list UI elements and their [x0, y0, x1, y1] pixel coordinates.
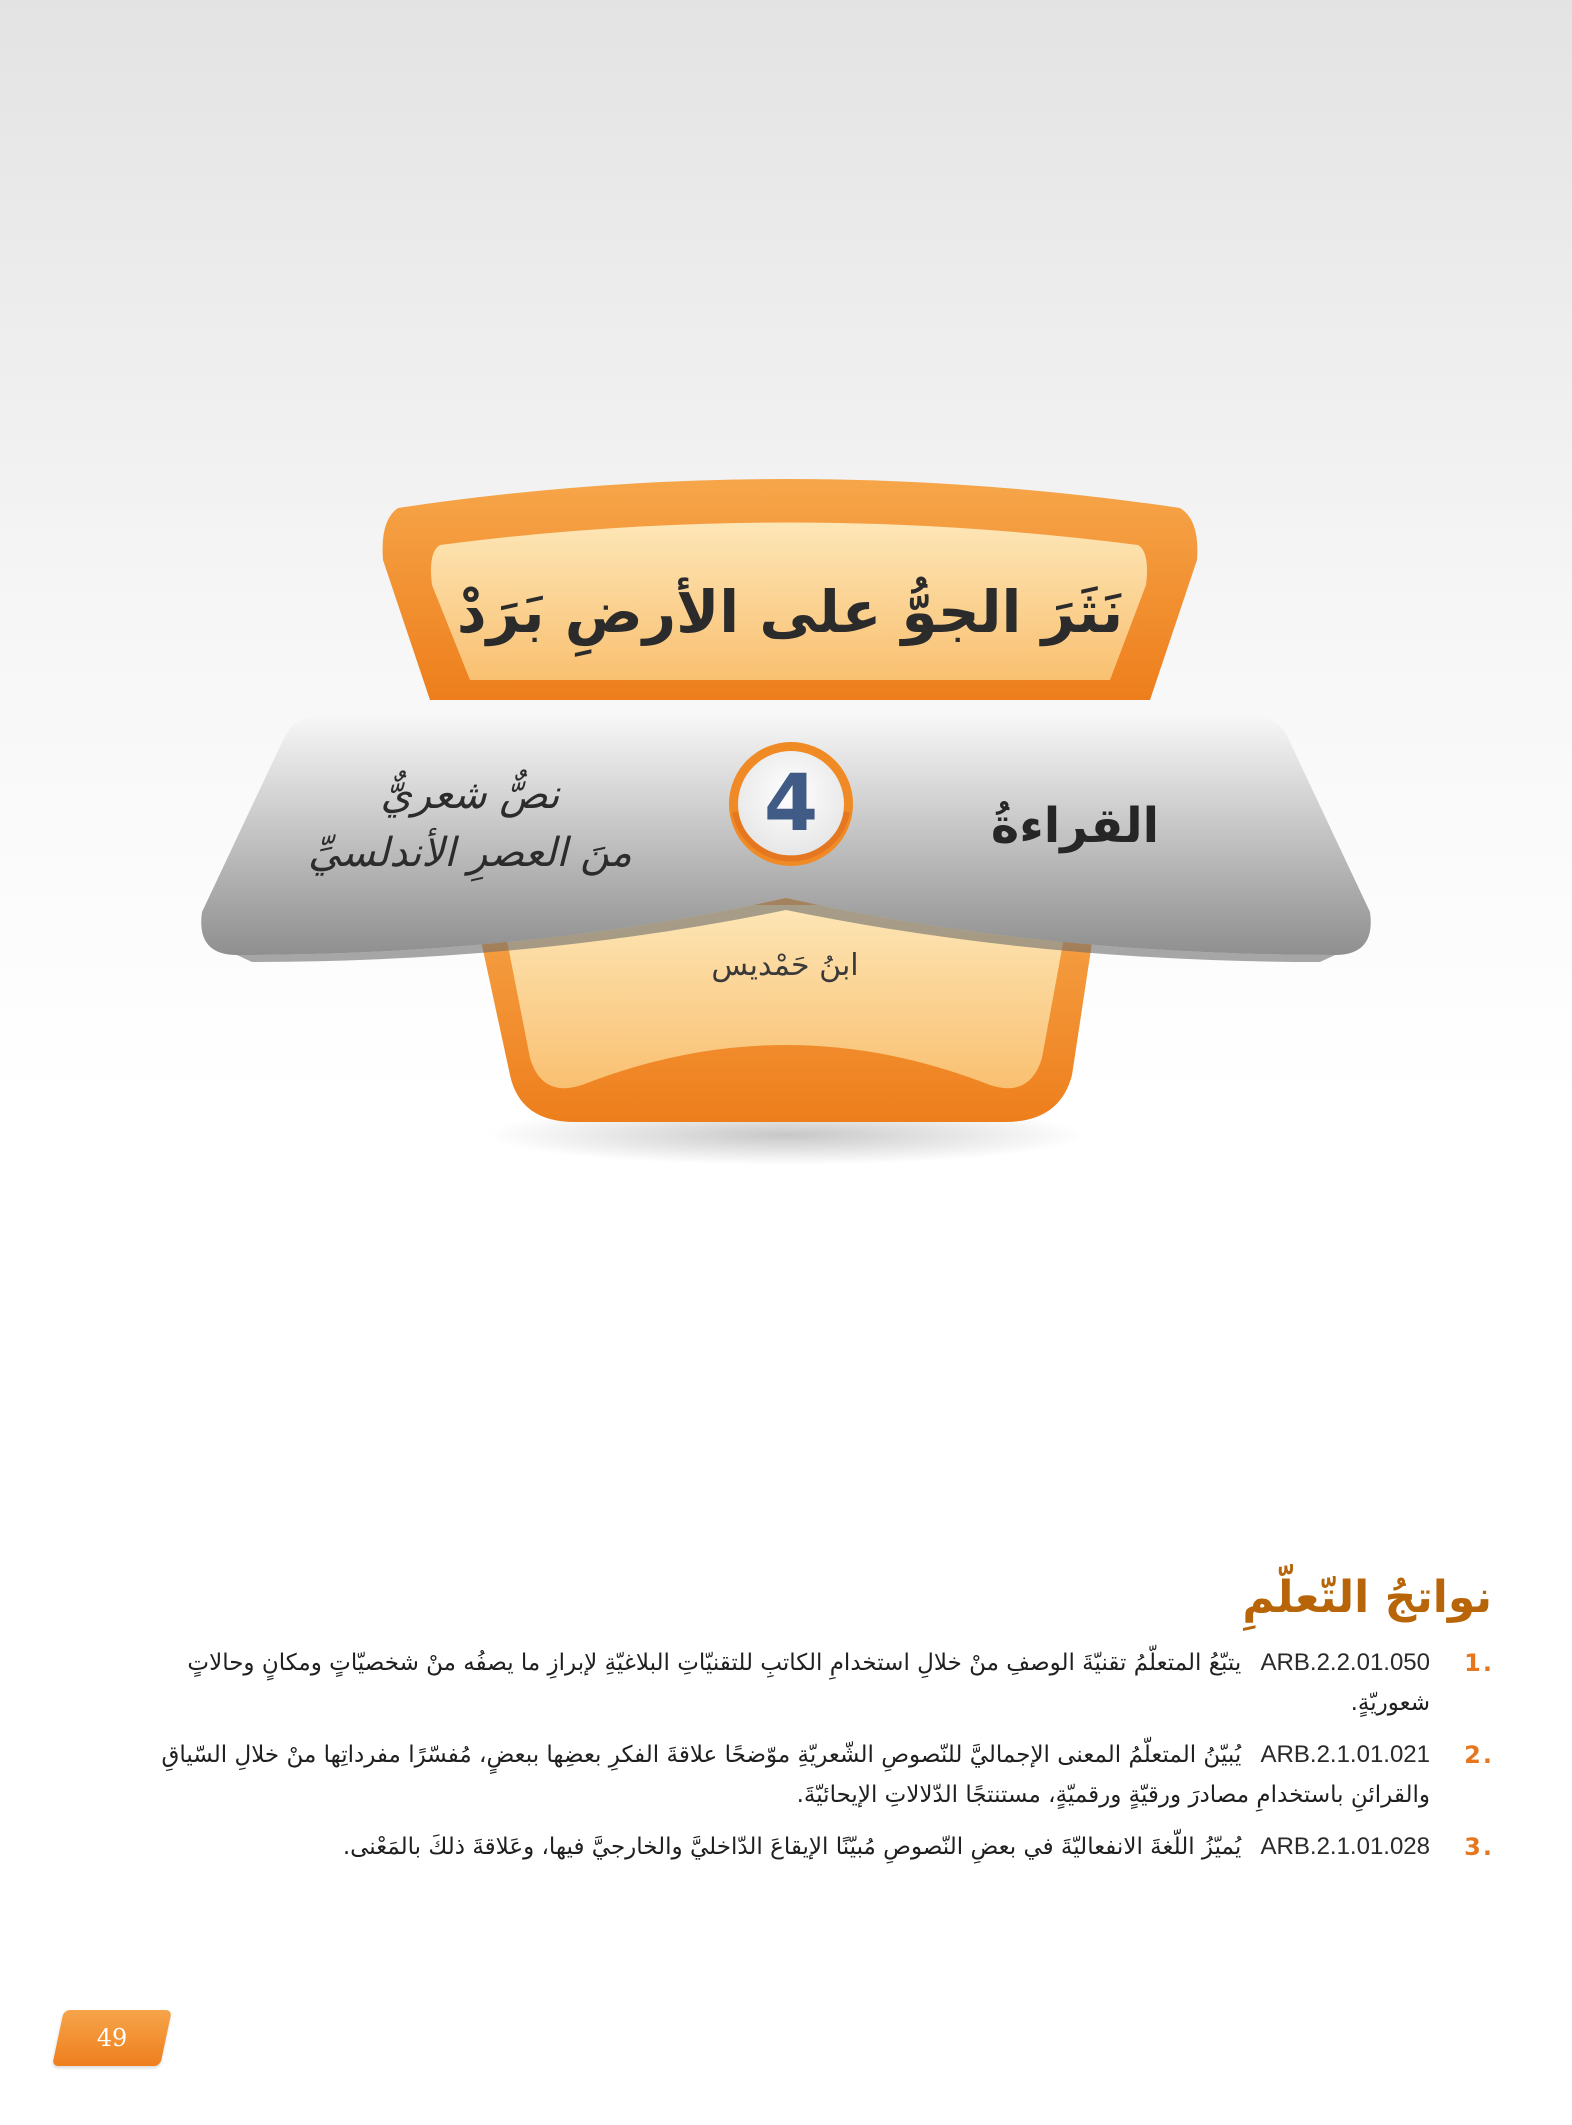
outcome-number: 1. — [1464, 1649, 1492, 1677]
outcome-code: ARB.2.1.01.021 — [1260, 1741, 1430, 1768]
outcome-item — [110, 1735, 1492, 1815]
outcome-number: 2. — [1464, 1741, 1492, 1769]
outcome-description: يتبّعُ المتعلّمُ تقنيّةَ الوصفِ منْ خلالِ استخدامِ الكاتبِ للتقنيّاتِ البلاغيّةِ لإبرازِ ما يصفُه منْ شخصيّاتٍ ومكانٍ وحالاتٍ شعوريّةٍ. — [187, 1650, 1430, 1716]
outcome-text — [110, 1643, 1430, 1723]
outcome-number: 3. — [1464, 1833, 1492, 1861]
outcome-item — [110, 1827, 1492, 1867]
text-type-subtitle — [260, 766, 680, 882]
learning-outcomes — [110, 1572, 1492, 1879]
page-number: 49 — [96, 2024, 128, 2052]
outcome-description: يُبيّنُ المتعلّمُ المعنى الإجماليَّ للنّصوصِ الشّعريّةِ موّضحًا علاقةَ الفكرِ بعضِها ببعضٍ، مُفسّرًا مفرداتِها منْ خلالِ السّياقِ والقرائنِ باستخدامِ مصادرَ ورقيّةٍ ورقميّةٍ، مستنتجًا الدّلالاتِ الإيحائيّةَ. — [161, 1742, 1430, 1808]
outcome-description: يُميّزُ اللّغةَ الانفعاليّةَ في بعضِ النّصوصِ مُبيّنًا الإيقاعَ الدّاخليَّ والخارجيَّ فيها، وعَلاقةَ ذلكَ بالمَعْنى. — [342, 1834, 1242, 1860]
outcome-code: ARB.2.2.01.050 — [1260, 1649, 1430, 1676]
outcome-text — [110, 1735, 1430, 1815]
section-label: القراءةُ — [990, 798, 1160, 854]
outcome-text — [110, 1827, 1430, 1867]
subtitle-line-2: منَ العصرِ الأندلسيِّ — [308, 830, 632, 876]
outcomes-heading: نواتجُ التّعلّمِ — [1242, 1572, 1492, 1623]
lesson-title: نَثَرَ الجوُّ على الأرضِ بَرَدْ — [456, 578, 1124, 646]
lesson-number: 4 — [763, 759, 819, 849]
outcome-code: ARB.2.1.01.028 — [1260, 1833, 1430, 1860]
outcome-item — [110, 1643, 1492, 1723]
author-name: ابنُ حَمْديس — [711, 948, 859, 983]
subtitle-line-1: نصٌّ شعريٌّ — [380, 772, 560, 818]
